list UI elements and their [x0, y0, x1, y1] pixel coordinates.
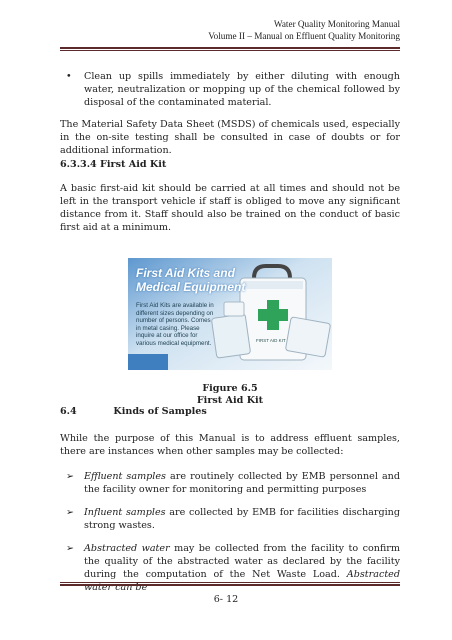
page-header	[208, 18, 400, 42]
arrow-bullet-icon: ➢	[66, 471, 75, 482]
figure-ad-description: First Aid Kits are available in different sizes depending on number of persons. Comes in metal casing. Please inquire at our office for various medical equipment.	[136, 302, 214, 347]
paragraph-msds: The Material Safety Data Sheet (MSDS) of chemicals used, especially in the on-site testing shall be consulted in case of doubts or for additional information.	[60, 119, 400, 156]
figure-ad-title: First Aid Kits and Medical Equipment	[136, 266, 246, 294]
figure-number: Figure 6.5	[202, 383, 258, 394]
figure-title: First Aid Kit	[196, 395, 264, 406]
header-manual-title: Water Quality Monitoring Manual	[273, 19, 400, 29]
sample-description: are routinely collected by EMB personnel and the facility owner for monitoring and permitting purposes	[84, 471, 400, 495]
section-number: 6.4	[60, 406, 77, 417]
bullet-spill-cleanup	[66, 70, 400, 109]
paragraph-samples-intro: While the purpose of this Manual is to address effluent samples, there are instances when other samples may be collected:	[60, 433, 400, 457]
sample-description: may be collected from the facility to confirm the quality of the abstracted water as declared by the facility during the computation of the Net Waste Load.	[84, 543, 400, 580]
heading-first-aid-kit: 6.3.3.4 First Aid Kit	[60, 159, 167, 170]
paragraph-first-aid: A basic first-aid kit should be carried at all times and should not be left in the transport vehicle if staff is obliged to move any significant distance from it. Staff should also be trained on the conduct of basic first aid at a minimum.	[60, 183, 400, 233]
figure-caption	[170, 383, 290, 407]
list-item	[66, 506, 400, 532]
arrow-bullet-icon: ➢	[66, 543, 75, 554]
sample-description: are collected by EMB for facilities discharging strong wastes.	[84, 507, 401, 531]
list-item	[66, 542, 400, 594]
header-volume-title: Volume II – Manual on Effluent Quality Monitoring	[208, 31, 400, 41]
sample-term: Influent samples	[84, 507, 166, 518]
section-title: Kinds of Samples	[113, 406, 207, 417]
page-number: 6- 12	[213, 594, 239, 605]
sample-term: Effluent samples	[84, 471, 166, 482]
list-item	[66, 470, 400, 496]
bullet-text: Clean up spills immediately by either diluting with enough water, neutralization or mopping up of the chemical followed by disposal of the contaminated material.	[84, 71, 400, 108]
arrow-bullet-icon: ➢	[66, 507, 75, 518]
bullet-dot-icon: •	[66, 71, 72, 82]
sample-term: Abstracted water	[84, 543, 170, 554]
first-aid-kit-image	[128, 258, 332, 370]
header-divider	[60, 47, 400, 51]
kit-label: FIRST AID KIT	[256, 338, 286, 343]
section-heading	[60, 405, 400, 418]
sample-description-continued: Abstracted water can be	[84, 569, 400, 593]
footer-divider	[60, 582, 400, 586]
